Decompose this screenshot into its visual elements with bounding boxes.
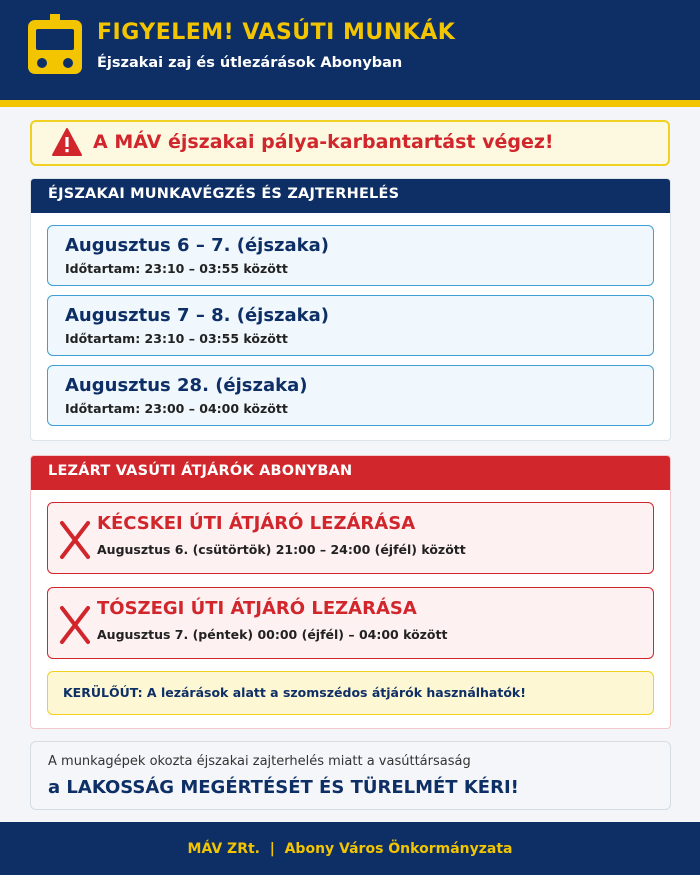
night-work-date: Augusztus 6 – 7. (éjszaka) — [65, 235, 330, 256]
night-work-section — [30, 178, 671, 441]
warning-triangle-icon — [52, 128, 82, 156]
night-work-date: Augusztus 28. (éjszaka) — [65, 375, 308, 396]
alert-banner — [30, 120, 670, 166]
closures-section — [30, 455, 671, 729]
closure-title: KÉCSKEI ÚTI ÁTJÁRÓ LEZÁRÁSA — [97, 513, 416, 534]
train-icon — [28, 14, 82, 74]
closure-item — [47, 502, 654, 574]
closure-title: TÓSZEGI ÚTI ÁTJÁRÓ LEZÁRÁSA — [97, 598, 417, 619]
footer — [0, 822, 700, 875]
night-work-duration: Időtartam: 23:10 – 03:55 között — [65, 261, 288, 276]
plea-request: a LAKOSSÁG MEGÉRTÉSÉT ÉS TÜRELMÉT KÉRI! — [48, 777, 519, 798]
night-work-item — [47, 365, 654, 426]
plea-box — [30, 741, 671, 810]
page-subtitle: Éjszakai zaj és útlezárások Abonyban — [97, 55, 403, 71]
night-work-item — [47, 295, 654, 356]
closure-time: Augusztus 6. (csütörtök) 21:00 – 24:00 (éjfél) között — [97, 542, 466, 557]
night-work-heading: ÉJSZAKAI MUNKAVÉGZÉS ÉS ZAJTERHELÉS — [31, 179, 670, 213]
night-work-date: Augusztus 7 – 8. (éjszaka) — [65, 305, 330, 326]
night-work-item — [47, 225, 654, 286]
closure-item — [47, 587, 654, 659]
x-icon — [59, 520, 91, 560]
night-work-duration: Időtartam: 23:00 – 04:00 között — [65, 401, 288, 416]
detour-notice — [47, 671, 654, 715]
closures-heading: LEZÁRT VASÚTI ÁTJÁRÓK ABONYBAN — [31, 456, 670, 490]
x-icon — [59, 605, 91, 645]
alert-text: A MÁV éjszakai pálya-karbantartást végez! — [93, 131, 554, 153]
night-work-duration: Időtartam: 23:10 – 03:55 között — [65, 331, 288, 346]
page-title: FIGYELEM! VASÚTI MUNKÁK — [97, 20, 456, 45]
plea-intro: A munkagépek okozta éjszakai zajterhelés miatt a vasúttársaság — [48, 754, 471, 769]
header-banner — [0, 0, 700, 100]
header-stripe — [0, 100, 700, 107]
footer-text: MÁV ZRt. | Abony Város Önkormányzata — [187, 841, 513, 857]
detour-text: KERÜLŐÚT: A lezárások alatt a szomszédos átjárók használhatók! — [63, 685, 526, 700]
closure-time: Augusztus 7. (péntek) 00:00 (éjfél) – 04:00 között — [97, 627, 448, 642]
